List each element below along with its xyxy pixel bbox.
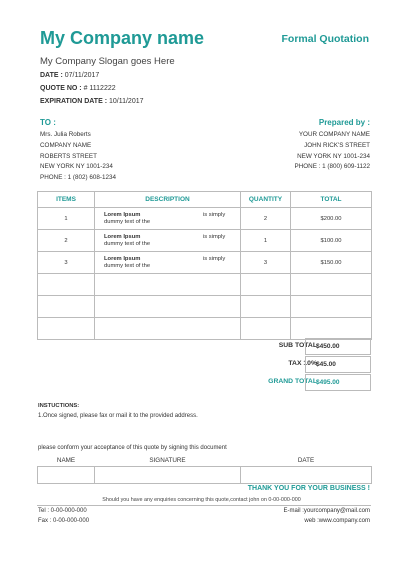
enquiries-note: Should you have any enquiries concerning this quote,contact john on 0-00-000-000 <box>102 497 301 503</box>
signature-row <box>38 467 372 484</box>
signature-header: SIGNATURE <box>149 456 186 464</box>
sender-street: JOHN RICK'S STREET <box>304 141 370 149</box>
header-items: ITEMS <box>38 192 95 208</box>
description-subtitle: dummy text of the <box>104 219 151 225</box>
sender-city: NEW YORK NY 1001-234 <box>297 152 370 160</box>
acceptance-text: please conform your acceptance of this quote by signing this document <box>38 445 227 451</box>
recipient-city: NEW YORK NY 1001-234 <box>40 163 113 171</box>
subtotal-label: SUB TOTAL <box>278 342 317 349</box>
item-number: 3 <box>38 252 95 274</box>
signature-table <box>37 454 372 484</box>
instructions-text: 1.Once signed, please fax or mail it to the provided address. <box>38 413 198 419</box>
item-total: $200.00 <box>291 208 372 230</box>
table-row <box>38 252 372 274</box>
footer-email[interactable]: E-mail :yourcompany@mail.com <box>283 508 370 514</box>
table-row-empty <box>38 318 372 340</box>
description-subtitle: dummy text of the <box>104 263 151 269</box>
description-note: is simply <box>203 212 226 218</box>
description-note: is simply <box>203 256 226 262</box>
sender-address <box>295 130 371 173</box>
item-number: 2 <box>38 230 95 252</box>
table-header-row <box>38 192 372 208</box>
document-title: Formal Quotation <box>281 33 369 45</box>
footer-web[interactable]: web :www.company.com <box>304 518 370 524</box>
description-title: Lorem Ipsum <box>104 256 141 262</box>
grand-total-value: $495.00 <box>305 374 371 391</box>
tax-label: TAX 10% <box>288 360 317 367</box>
description-title: Lorem Ipsum <box>104 234 141 240</box>
table-row-empty <box>38 296 372 318</box>
quote-line <box>40 85 116 92</box>
expiration-value: 10/11/2017 <box>108 98 144 105</box>
grand-total-label: GRAND TOTAL <box>268 378 317 385</box>
date-label: DATE : <box>40 72 63 79</box>
items-table <box>37 191 372 340</box>
description-note: is simply <box>203 234 226 240</box>
tax-value: $45.00 <box>305 356 371 373</box>
description-subtitle: dummy text of the <box>104 241 151 247</box>
recipient-company: COMPANY NAME <box>40 141 92 149</box>
sender-company: YOUR COMPANY NAME <box>298 131 370 138</box>
item-description <box>95 230 241 252</box>
item-total: $150.00 <box>291 252 372 274</box>
recipient-street: ROBERTS STREET <box>40 152 97 160</box>
description-title: Lorem Ipsum <box>104 212 141 218</box>
quote-value: # 1112222 <box>83 85 116 92</box>
item-quantity: 1 <box>241 230 291 252</box>
footer-divider <box>37 505 371 506</box>
prepared-heading: Prepared by : <box>318 118 370 127</box>
sender-phone: PHONE : 1 (800) 609-1122 <box>294 163 370 171</box>
expiration-label: EXPIRATION DATE : <box>40 98 108 105</box>
signature-field[interactable] <box>95 467 241 484</box>
company-slogan: My Company Slogan goes Here <box>40 56 175 67</box>
to-heading: TO : <box>40 118 56 127</box>
item-quantity: 2 <box>241 208 291 230</box>
signature-date-field[interactable] <box>241 467 372 484</box>
header-description: DESCRIPTION <box>95 192 241 208</box>
header-total: TOTAL <box>291 192 372 208</box>
date-line <box>40 72 99 79</box>
footer-tel: Tel : 0-00-000-000 <box>38 508 87 514</box>
signature-name-header: NAME <box>56 456 76 464</box>
item-number: 1 <box>38 208 95 230</box>
company-name: My Company name <box>40 28 205 48</box>
instructions-heading: INSTUCTIONS: <box>38 403 80 409</box>
recipient-phone: PHONE : 1 (802) 608-1234 <box>40 174 116 182</box>
subtotal-value: $450.00 <box>305 338 371 355</box>
item-description <box>95 208 241 230</box>
expiration-line <box>40 98 144 105</box>
item-description <box>95 252 241 274</box>
footer-fax: Fax : 0-00-000-000 <box>38 518 90 524</box>
table-row <box>38 208 372 230</box>
signature-name-field[interactable] <box>38 467 95 484</box>
date-value: 07/11/2017 <box>64 72 100 79</box>
item-total: $100.00 <box>291 230 372 252</box>
header-quantity: QUANTITY <box>241 192 291 208</box>
recipient-address <box>40 130 116 184</box>
item-quantity: 3 <box>241 252 291 274</box>
table-row-empty <box>38 274 372 296</box>
table-row <box>38 230 372 252</box>
signature-date-header: DATE <box>297 456 315 464</box>
recipient-name: Mrs. Julia Roberts <box>40 131 91 138</box>
thank-you-message: THANK YOU FOR YOUR BUSINESS ! <box>247 485 370 492</box>
quote-label: QUOTE NO : <box>40 85 82 92</box>
